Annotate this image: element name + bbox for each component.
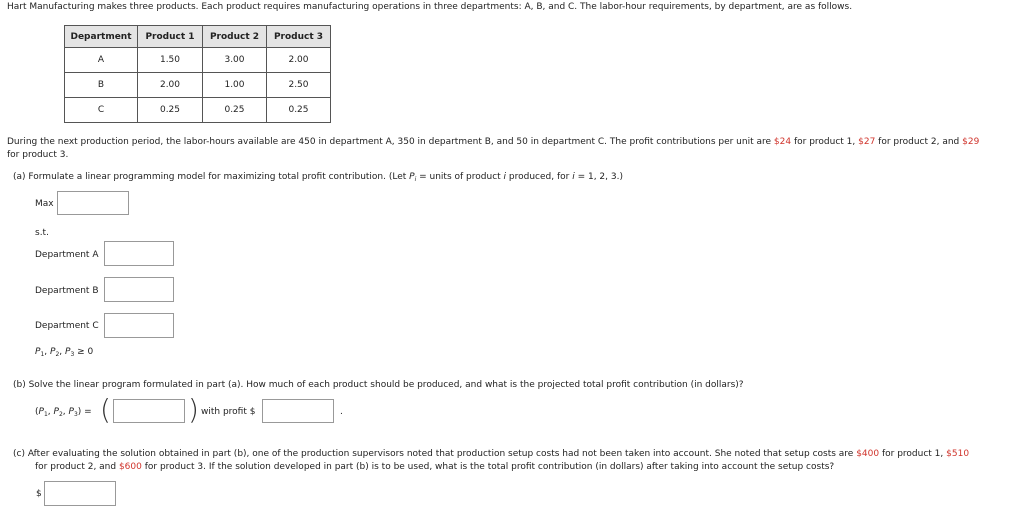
var-p: P xyxy=(68,407,74,417)
part-c-question-line-1 xyxy=(13,449,969,459)
table-cell: A xyxy=(65,48,138,73)
var-p: P xyxy=(50,347,56,357)
big-close-paren: ) xyxy=(188,393,199,426)
part-c-text: for product 2, and xyxy=(35,462,119,472)
table-header: Product 3 xyxy=(267,26,331,48)
var-p: P xyxy=(409,172,415,182)
sep: , xyxy=(62,407,69,417)
table-header: Product 1 xyxy=(138,26,203,48)
var-i: i xyxy=(503,172,507,182)
ge-zero: ≥ 0 xyxy=(74,347,94,357)
table-cell: 0.25 xyxy=(267,98,331,123)
equals: = xyxy=(81,407,92,417)
max-label: Max xyxy=(35,199,54,209)
table-header: Product 2 xyxy=(203,26,267,48)
table-cell: C xyxy=(65,98,138,123)
dept-a-constraint-input[interactable] xyxy=(104,241,174,266)
var-p: P xyxy=(38,407,44,417)
part-c-text: for product 3. If the solution developed in part (b) is to be used, what is the total profit contribution (in dollars) after taking into account the setup costs? xyxy=(141,462,835,472)
paren: ( xyxy=(35,407,39,417)
period: . xyxy=(340,407,343,417)
sub: 3 xyxy=(73,411,78,418)
table-cell: 0.25 xyxy=(203,98,267,123)
dept-b-label: Department B xyxy=(35,286,99,296)
solution-vector-label xyxy=(35,407,92,418)
table-header: Department xyxy=(65,26,138,48)
paren: ) xyxy=(77,407,82,417)
setup-cost-3: $600 xyxy=(118,462,142,472)
para-line-2: for product 3. xyxy=(7,150,69,160)
dept-a-label: Department A xyxy=(35,250,99,260)
part-a-text: = 1, 2, 3.) xyxy=(574,172,623,182)
table-cell: 0.25 xyxy=(138,98,203,123)
table-cell: 1.50 xyxy=(138,48,203,73)
sub: 3 xyxy=(70,351,75,358)
table-header-row xyxy=(65,26,331,48)
sep: , xyxy=(47,407,54,417)
profit-product-2: $27 xyxy=(858,137,876,147)
part-b-question: (b) Solve the linear program formulated in part (a). How much of each product should be produced, and what is the projected total profit contribution (in dollars)? xyxy=(13,380,744,390)
table-cell: 2.50 xyxy=(267,73,331,98)
objective-input[interactable] xyxy=(57,191,129,215)
para-text: for product 1, xyxy=(791,137,859,147)
part-c-text: for product 1, xyxy=(879,449,947,459)
var-i: i xyxy=(572,172,575,182)
dept-b-constraint-input[interactable] xyxy=(104,277,174,302)
part-c-text: (c) After evaluating the solution obtained in part (b), one of the production supervisors noted that production setup costs had not been taken into account. She noted that setup costs are xyxy=(13,449,857,459)
part-a-text: (a) Formulate a linear programming model for maximizing total profit contribution. (Let xyxy=(13,172,410,182)
sep: , xyxy=(44,347,50,357)
table-cell: B xyxy=(65,73,138,98)
var-p: P xyxy=(35,347,41,357)
var-p: P xyxy=(65,347,71,357)
st-label: s.t. xyxy=(35,228,49,238)
dollar-sign: $ xyxy=(36,489,42,499)
dept-c-constraint-input[interactable] xyxy=(104,313,174,338)
table-cell: 3.00 xyxy=(203,48,267,73)
adjusted-profit-input[interactable] xyxy=(44,481,116,506)
table-cell: 2.00 xyxy=(138,73,203,98)
table-cell: 2.00 xyxy=(267,48,331,73)
with-profit-label: with profit $ xyxy=(201,407,256,417)
labor-hours-table xyxy=(64,25,331,123)
table-cell: 1.00 xyxy=(203,73,267,98)
big-open-paren: ( xyxy=(100,393,111,426)
table-row xyxy=(65,48,331,73)
var-i: i xyxy=(414,176,417,183)
part-a-text: = units of product xyxy=(416,172,504,182)
availability-paragraph xyxy=(7,137,979,147)
sub: 1 xyxy=(40,351,45,358)
solution-input[interactable] xyxy=(113,399,185,423)
table-row xyxy=(65,73,331,98)
dept-c-label: Department C xyxy=(35,321,99,331)
part-c-question-line-2 xyxy=(35,462,834,472)
para-text: During the next production period, the labor-hours available are 450 in department A, 350 in department B, and 50 in department C. The profit contributions per unit are xyxy=(7,137,774,147)
intro-text: Hart Manufacturing makes three products. Each product requires manufacturing operations in three departments: A, B, and C. The labor-hour requirements, by department, are as follows. xyxy=(7,2,853,12)
para-text: for product 2, and xyxy=(875,137,963,147)
profit-input[interactable] xyxy=(262,399,334,423)
sub: 1 xyxy=(43,411,48,418)
setup-cost-1: $400 xyxy=(856,449,880,459)
profit-product-1: $24 xyxy=(773,137,792,147)
sub: 2 xyxy=(58,411,63,418)
part-a-question xyxy=(13,172,623,183)
setup-cost-2: $510 xyxy=(946,449,970,459)
part-a-text: produced, for xyxy=(506,172,573,182)
nonnegativity xyxy=(35,347,93,358)
sep: , xyxy=(59,347,65,357)
table-row xyxy=(65,98,331,123)
var-p: P xyxy=(53,407,59,417)
profit-product-3: $29 xyxy=(962,137,980,147)
sub: 2 xyxy=(55,351,60,358)
